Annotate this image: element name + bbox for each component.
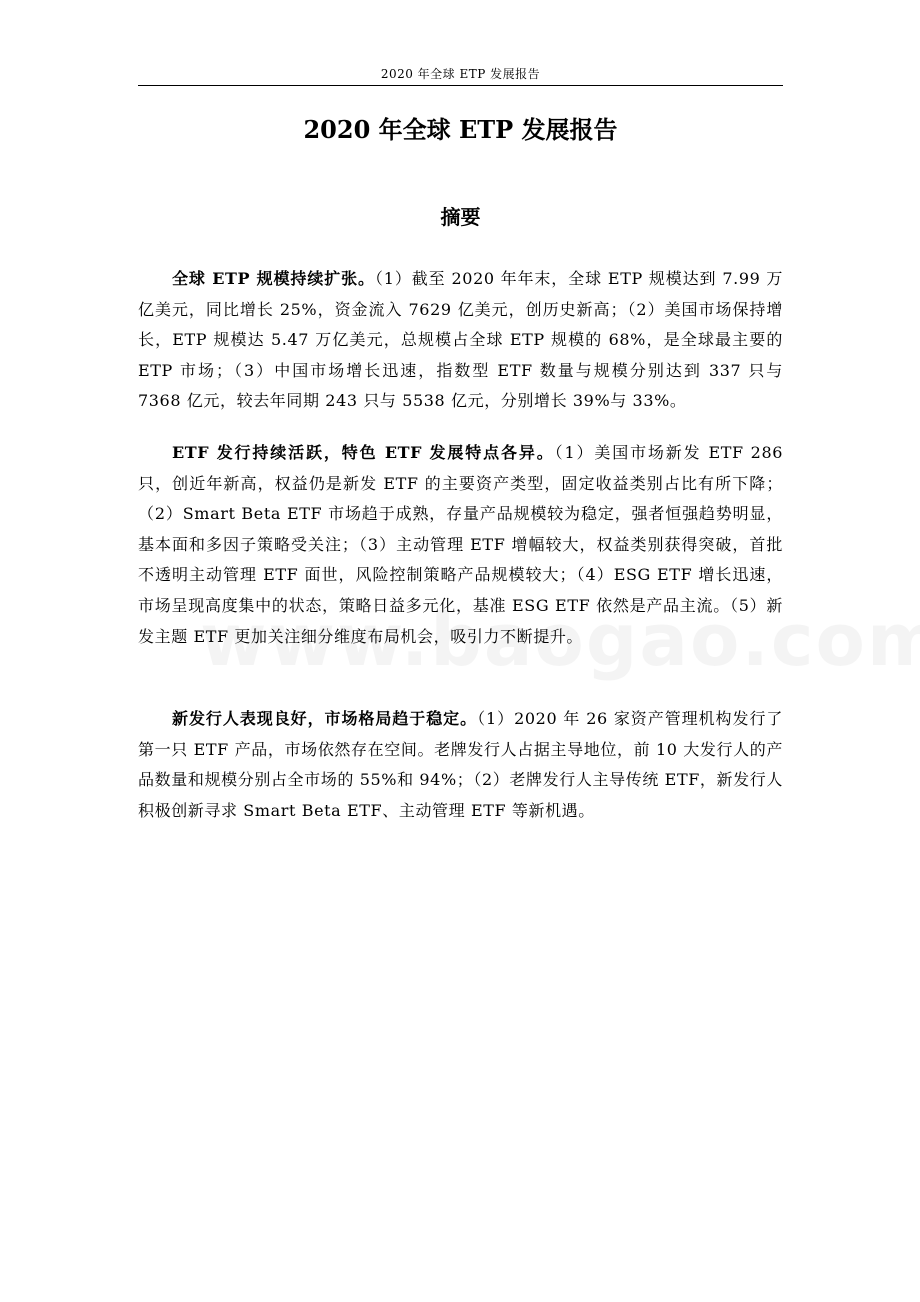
paragraph-lead: ETF 发行持续活跃，特色 ETF 发展特点各异。 xyxy=(172,443,555,462)
header-divider xyxy=(138,85,783,86)
paragraph-lead: 新发行人表现良好，市场格局趋于稳定。 xyxy=(172,709,478,728)
document-title: 2020 年全球 ETP 发展报告 xyxy=(303,115,618,144)
running-header: 2020 年全球 ETP 发展报告 xyxy=(380,67,541,81)
paragraph-lead: 全球 ETP 规模持续扩张。 xyxy=(172,269,375,288)
paragraph-body: （1）截至 2020 年年末，全球 ETP 规模达到 7.99 万亿美元，同比增长 25%，资金流入 7629 亿美元，创历史新高；（2）美国市场保持增长，ETP 规模达 5.47 万亿美元，总规模占全球 ETP 规模的 68%，是全球最主要的 ETP 市场；（3）中国市场增长迅速，指数型 ETF 数量与规模分别达到 337 只与 7368 亿元，较去年同期 243 只与 5538 亿元，分别增长 39%与 33%。 xyxy=(138,269,783,411)
abstract-paragraph-2 xyxy=(138,438,783,652)
abstract-paragraph-3 xyxy=(138,704,783,826)
paragraph-body: （1）美国市场新发 ETF 286 只，创近年新高，权益仍是新发 ETF 的主要资产类型，固定收益类别占比有所下降；（2）Smart Beta ETF 市场趋于成熟，存量产品规模较为稳定，强者恒强趋势明显，基本面和多因子策略受关注；（3）主动管理 ETF 增幅较大，权益类别获得突破，首批不透明主动管理 ETF 面世，风险控制策略产品规模较大；（4）ESG ETF 增长迅速，市场呈现高度集中的状态，策略日益多元化，基准 ESG ETF 依然是产品主流。（5）新发主题 ETF 更加关注细分维度布局机会，吸引力不断提升。 xyxy=(138,443,784,646)
abstract-paragraph-1 xyxy=(138,264,783,417)
abstract-heading: 摘要 xyxy=(440,205,481,229)
paragraph-body: （1）2020 年 26 家资产管理机构发行了第一只 ETF 产品，市场依然存在空间。老牌发行人占据主导地位，前 10 大发行人的产品数量和规模分别占全市场的 55%和 94%；（2）老牌发行人主导传统 ETF，新发行人积极创新寻求 Smart Beta ETF、主动管理 ETF 等新机遇。 xyxy=(138,709,783,820)
